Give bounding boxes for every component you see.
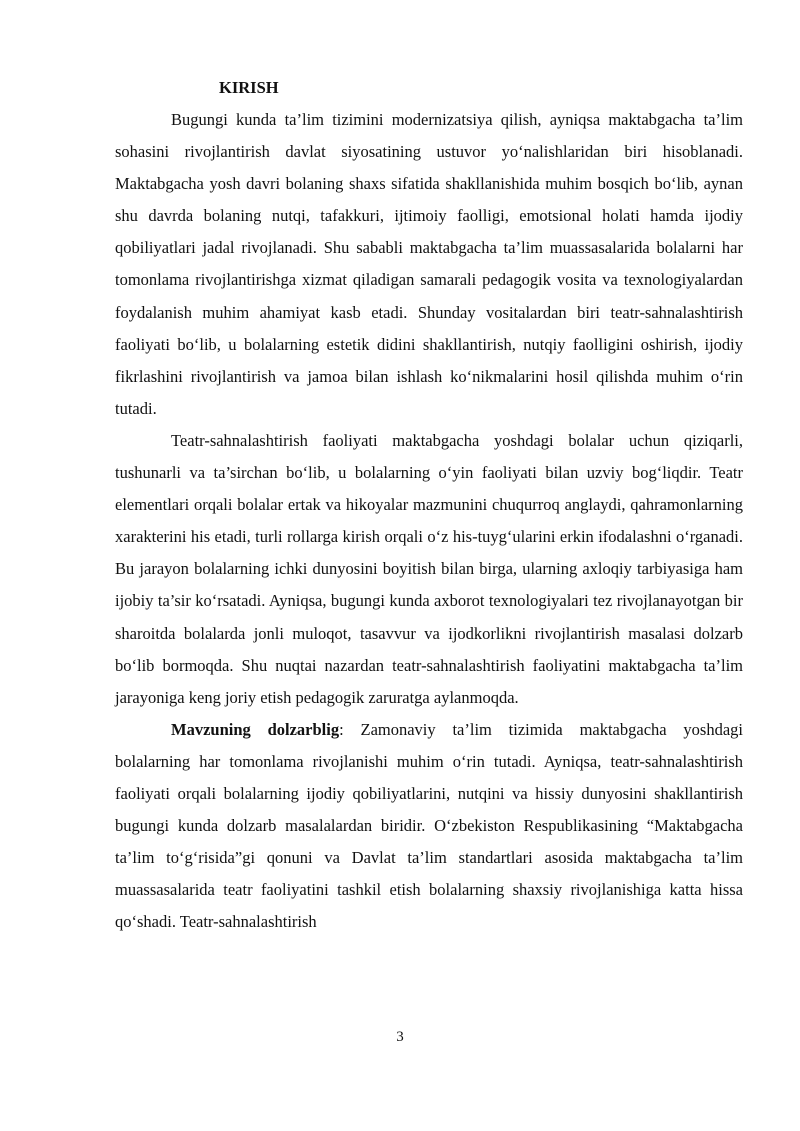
paragraph-theatre-activity: Teatr-sahnalashtirish faoliyati maktabgacha yoshdagi bolalar uchun qiziqarli, tushunarli va ta’sirchan bo‘lib, u bolalarning o‘yin faoliyati bilan uzviy bog‘liqdir. Teatr elementlari orqali bolalar ertak va hikoyalar mazmunini chuqurroq anglaydi, qahramonlarning xarakterini his etadi, turli rollarga kirish orqali o‘z his-tuyg‘ularini erkin ifodalashni o‘rganadi. Bu jarayon bolalarning ichki dunyosini boyitish bilan birga, ularning axloqiy tarbiyasiga ham ijobiy ta’sir ko‘rsatadi. Ayniqsa, bugungi kunda axborot texnologiyalari tez rivojlanayotgan bir sharoitda bolalarda jonli muloqot, tasavvur va ijodkorlikni rivojlantirish masalasi dolzarb bo‘lib bormoqda. Shu nuqtai nazardan teatr-sahnalashtirish faoliyatini maktabgacha ta’lim jarayoniga keng joriy etish pedagogik zaruratga aylanmoqda. (115, 430, 743, 707)
relevance-label: Mavzuning dolzarblig (171, 719, 340, 739)
document-page (115, 72, 743, 938)
paragraph-introduction: Bugungi kunda ta’lim tizimini modernizatsiya qilish, ayniqsa maktabgacha ta’lim sohasini rivojlantirish davlat siyosatining ustuvor yo‘nalishlaridan biri hisoblanadi. Maktabgacha yosh davri bolaning shaxs sifatida shakllanishida muhim bosqich bo‘lib, aynan shu davrda bolaning nutqi, tafakkuri, ijtimoiy faolligi, emotsional holati hamda ijodiy qobiliyatlari jadal rivojlanadi. Shu sababli maktabgacha ta’lim muassasalarida bolalarni har tomonlama rivojlantirishga xizmat qiladigan samarali pedagogik vosita va texnologiyalardan foydalanish muhim ahamiyat kasb etadi. Shunday vositalardan biri teatr-sahnalashtirish faoliyati bo‘lib, u bolalarning estetik didini shakllantirish, nutqiy faolligini oshirish, ijodiy fikrlashini rivojlantirish va jamoa bilan ishlash ko‘nikmalarini hosil qilishda muhim o‘rin tutadi. (115, 110, 743, 418)
paragraph-relevance (115, 714, 743, 939)
page-number: 3 (396, 1029, 404, 1045)
section-heading: KIRISH (219, 78, 279, 97)
relevance-text: : Zamonaviy ta’lim tizimida maktabgacha yoshdagi bolalarning har tomonlama rivojlanishi muhim o‘rin tutadi. Ayniqsa, teatr-sahnalashtirish faoliyati orqali bolalarning ijodiy qobiliyatlarini, nutqini va hissiy dunyosini shakllantirish bugungi kunda dolzarb masalalardan biridir. O‘zbekiston Respublikasining “Maktabgacha ta’lim to‘g‘risida”gi qonuni va Davlat ta’lim standartlari asosida maktabgacha ta’lim muassasalarida teatr faoliyatini tashkil etish bolalarning shaxsiy rivojlanishiga katta hissa qo‘shadi. Teatr-sahnalashtirish (115, 719, 743, 932)
